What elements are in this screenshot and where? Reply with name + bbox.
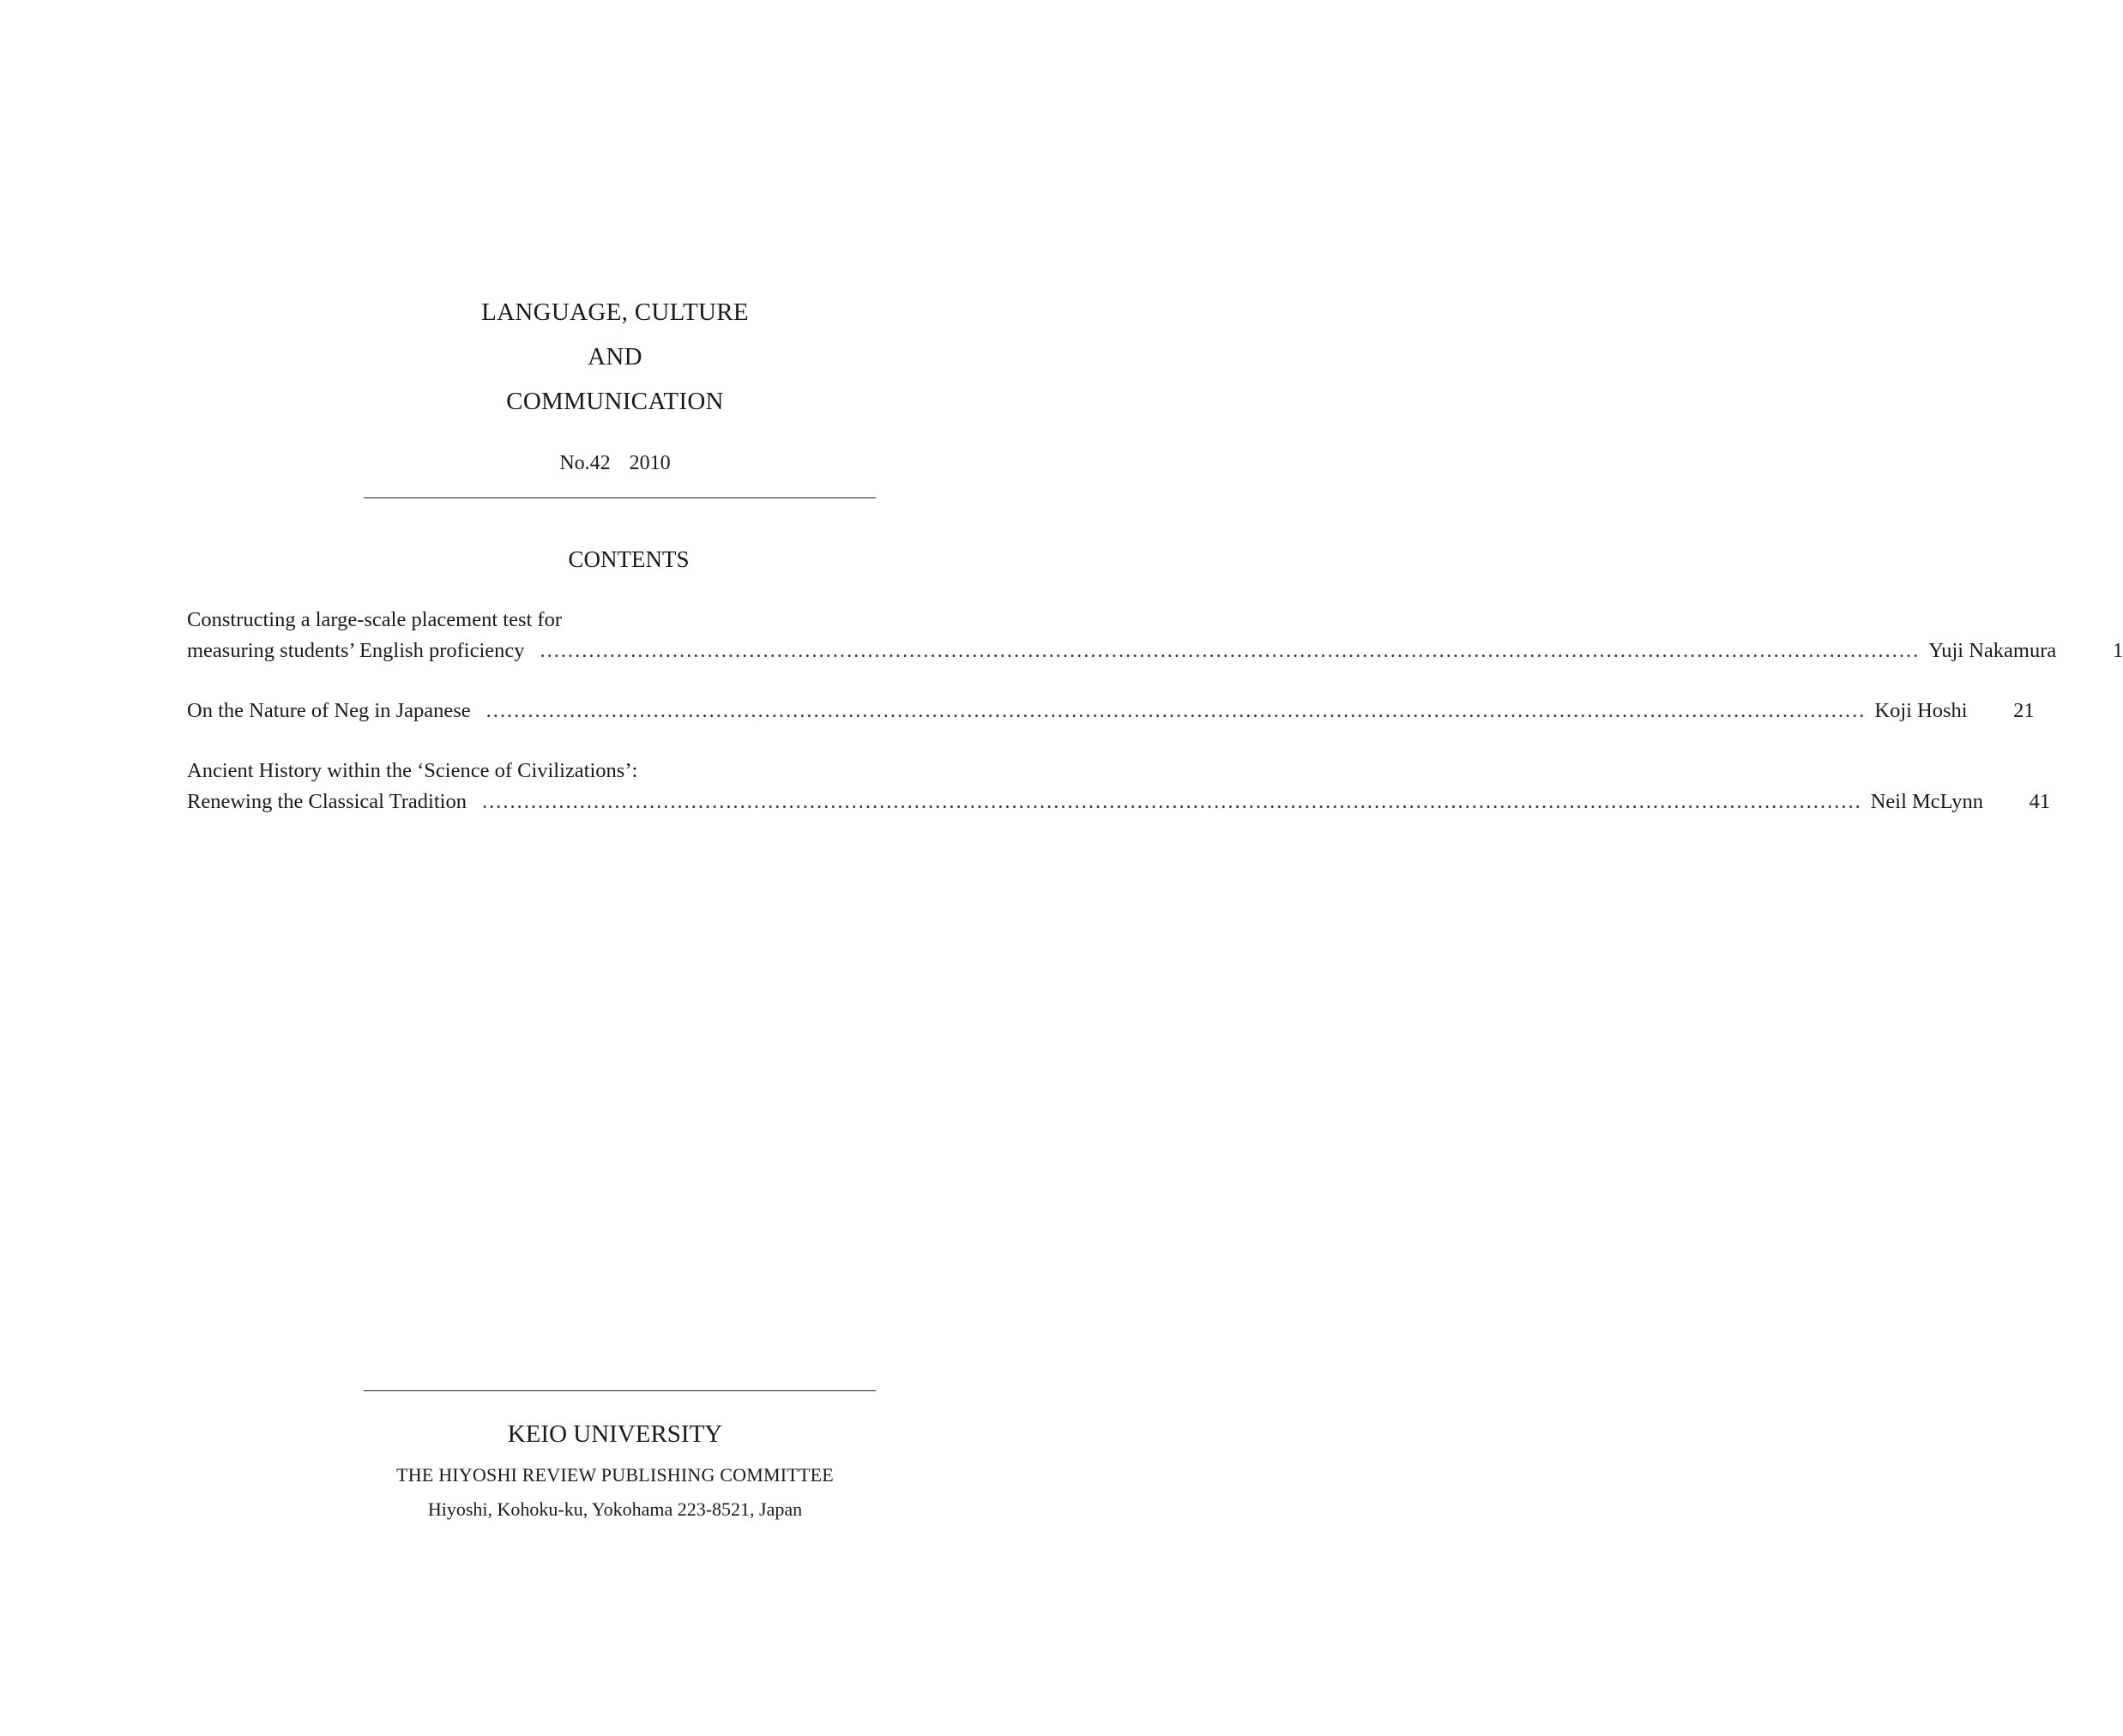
toc-entry[interactable] [187, 756, 2051, 817]
issue-year: 2010 [629, 452, 671, 474]
toc-entry-page: 1 [2113, 639, 2123, 662]
publisher-address: Hiyoshi, Kohoku-ku, Yokohama 223-8521, Japan [427, 1498, 803, 1520]
top-divider [364, 497, 876, 498]
toc-entry-author: Neil McLynn [1870, 790, 1984, 813]
issue-info [0, 448, 1230, 479]
dot-leader: ...................................................................................................................................................................................................... [481, 790, 1862, 813]
publisher-committee: THE HIYOSHI REVIEW PUBLISHING COMMITTEE [396, 1464, 834, 1486]
toc-entry-page: 21 [2013, 699, 2035, 722]
journal-title [0, 290, 1230, 424]
toc-entry-page: 41 [2029, 790, 2051, 813]
toc-entry-title-line: Renewing the Classical Tradition [187, 790, 467, 813]
journal-title-line-3: COMMUNICATION [506, 388, 724, 415]
dot-leader: ...................................................................................................................................................................................................... [486, 699, 1867, 722]
toc-entry[interactable] [187, 696, 2035, 726]
issue-number: No.42 [559, 452, 611, 474]
toc-entry-title-line: measuring students’ English proficiency [187, 639, 525, 662]
toc-entry-title-line: Ancient History within the ‘Science of Civilizations’: [187, 759, 638, 782]
dot-leader: ...................................................................................................................................................................................................... [540, 639, 1921, 662]
bottom-divider [364, 1390, 876, 1391]
toc-entry[interactable] [187, 605, 2123, 666]
journal-title-line-1: LANGUAGE, CULTURE [481, 298, 749, 326]
table-of-contents [187, 605, 2123, 817]
journal-title-line-2: AND [588, 343, 642, 371]
publisher-university: KEIO UNIVERSITY [507, 1420, 723, 1448]
toc-entry-author: Koji Hoshi [1874, 699, 1968, 722]
contents-heading: CONTENTS [568, 546, 690, 572]
toc-entry-title-line: On the Nature of Neg in Japanese [187, 699, 471, 722]
toc-entry-title-line: Constructing a large-scale placement test for [187, 608, 562, 631]
toc-entry-author: Yuji Nakamura [1928, 639, 2057, 662]
